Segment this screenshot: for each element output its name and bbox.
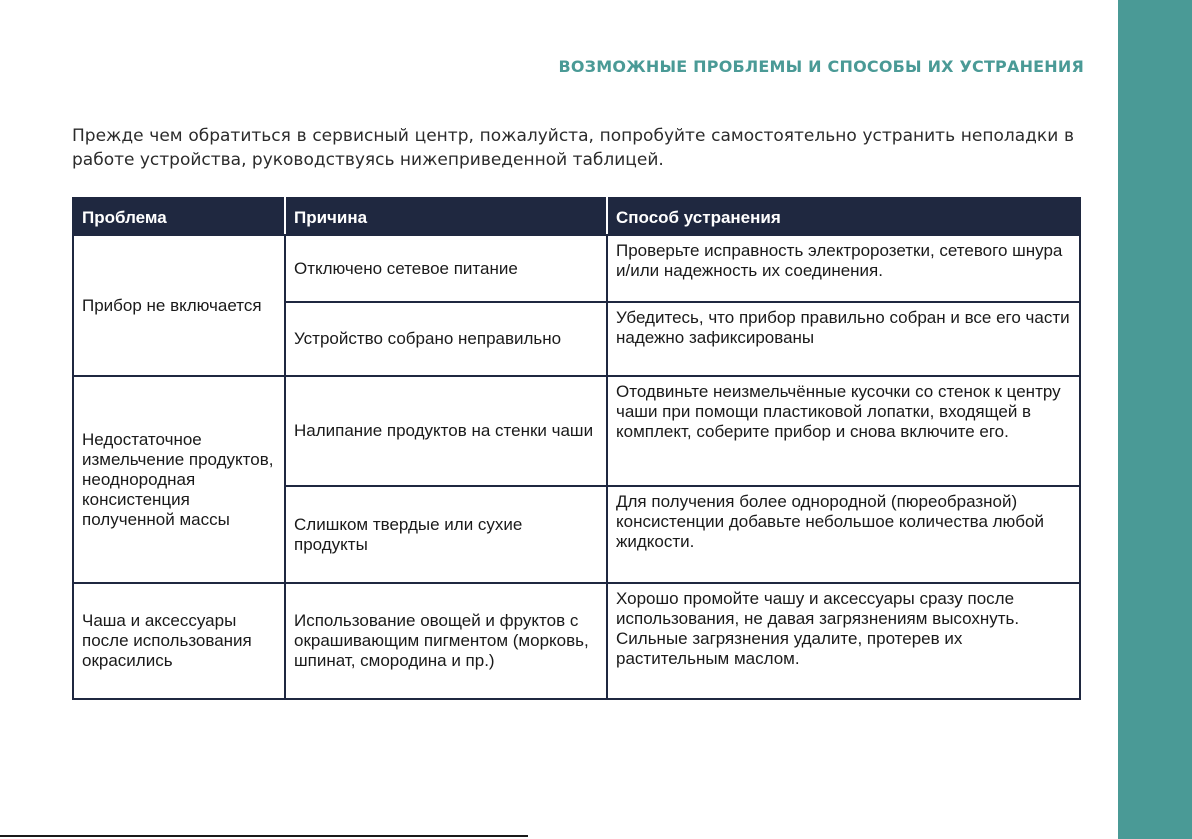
table-row	[73, 376, 1080, 486]
troubleshooting-table	[72, 197, 1081, 700]
solution-cell: Отодвиньте неизмельчённые кусочки со стенок к центру чаши при помощи пластиковой лопатки, входящей в комплект, соберите прибор и снова включите его.	[607, 376, 1080, 486]
table-row	[73, 583, 1080, 699]
table-row	[73, 235, 1080, 302]
footer-rule	[0, 835, 528, 837]
side-color-strip	[1118, 0, 1192, 839]
solution-cell: Убедитесь, что прибор правильно собран и все его части надежно зафиксированы	[607, 302, 1080, 376]
solution-cell: Проверьте исправность электророзетки, сетевого шнура и/или надежность их соединения.	[607, 235, 1080, 302]
cause-cell: Налипание продуктов на стенки чаши	[285, 376, 607, 486]
cause-cell: Использование овощей и фруктов с окрашивающим пигментом (морковь, шпинат, смородина и пр.)	[285, 583, 607, 699]
problem-cell: Прибор не включается	[73, 235, 285, 376]
table-header-row	[73, 198, 1080, 235]
section-title: ВОЗМОЖНЫЕ ПРОБЛЕМЫ И СПОСОБЫ ИХ УСТРАНЕНИЯ	[558, 57, 1084, 76]
problem-cell: Чаша и аксессуары после использования окрасились	[73, 583, 285, 699]
solution-cell: Хорошо промойте чашу и аксессуары сразу после использования, не давая загрязнениям высохнуть. Сильные загрязнения удалите, протерев их растительным маслом.	[607, 583, 1080, 699]
intro-paragraph: Прежде чем обратиться в сервисный центр, пожалуйста, попробуйте самостоятельно устранить неполадки в работе устройства, руководствуясь нижеприведенной таблицей.	[72, 126, 1074, 170]
solution-cell: Для получения более однородной (пюреобразной) консистенции добавьте небольшое количества любой жидкости.	[607, 486, 1080, 583]
cause-cell: Устройство собрано неправильно	[285, 302, 607, 376]
header-cause: Причина	[285, 198, 607, 235]
header-solution: Способ устранения	[607, 198, 1080, 235]
cause-cell: Отключено сетевое питание	[285, 235, 607, 302]
problem-cell: Недостаточное измельчение продуктов, неоднородная консистенция полученной массы	[73, 376, 285, 583]
header-problem: Проблема	[73, 198, 285, 235]
cause-cell: Слишком твердые или сухие продукты	[285, 486, 607, 583]
